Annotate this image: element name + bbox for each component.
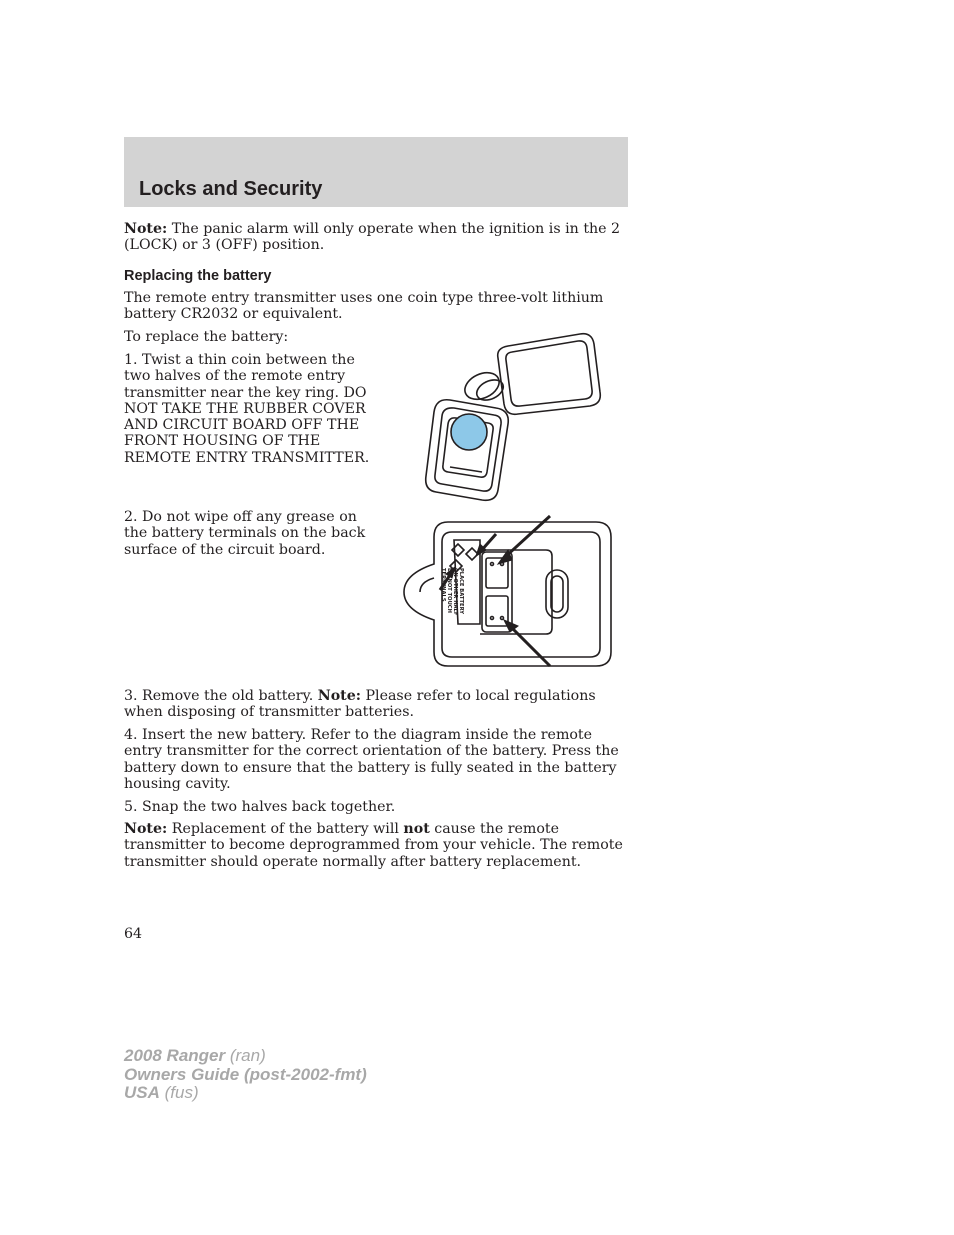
step-3 (124, 688, 624, 721)
fig-label-line-4: TERMINALS (440, 568, 446, 602)
footer-model: 2008 Ranger (124, 1046, 226, 1065)
note-2-text-a: Replacement of the battery will (167, 821, 404, 837)
footer-line-2 (124, 1066, 367, 1085)
note-2-emphasis: not (403, 821, 430, 837)
fig-label-line-2: ON OTHER HALF (452, 568, 458, 616)
note-2-label: Note: (124, 821, 168, 837)
fig-label-line-1: PLACE BATTERY (458, 568, 464, 615)
note-text: The panic alarm will only operate when the ignition is in the 2 (LOCK) or 3 (OFF) position. (124, 221, 621, 254)
footer-line-1 (124, 1047, 367, 1066)
to-replace-label: To replace the battery: (124, 329, 289, 345)
intro-paragraph: The remote entry transmitter uses one coin type three-volt lithium battery CR2032 or equivalent. (124, 290, 604, 323)
note-2-text-b: cause the remote transmitter to become deprogrammed from your vehicle. The remote transmitter should operate normally after battery replacement. (124, 821, 623, 870)
page-number: 64 (124, 926, 143, 942)
step-4: 4. Insert the new battery. Refer to the diagram inside the remote entry transmitter for the correct orientation of the battery. Press the battery down to ensure that the battery is fully seated in the battery housing cavity. (124, 727, 619, 792)
step-5: 5. Snap the two halves back together. (124, 799, 396, 815)
step-3-text: 3. Remove the old battery. (124, 688, 318, 704)
step-3-note-text: Please refer to local regulations when disposing of transmitter batteries. (124, 688, 596, 721)
step-1: 1. Twist a thin coin between the two halves of the remote entry transmitter near the key ring. DO NOT TAKE THE RUBBER COVER AND CIRCUIT BOARD OFF THE FRONT HOUSING OF THE REMOTE ENTRY TRANSMITTER. (124, 352, 370, 466)
note-replacement (124, 821, 624, 870)
step-2: 2. Do not wipe off any grease on the battery terminals on the back surface of the circuit board. (124, 509, 366, 558)
footer-line-3 (124, 1084, 367, 1103)
fig-label-line-3: DO NOT TOUCH (446, 568, 452, 613)
subheading-replacing-battery: Replacing the battery (124, 268, 272, 284)
footer-model-code: (ran) (225, 1046, 266, 1065)
remote-key-fob-icon (420, 330, 620, 502)
note-panic-alarm (124, 221, 624, 254)
footer (124, 1047, 367, 1103)
section-title: Locks and Security (139, 178, 323, 200)
battery-icon (451, 414, 487, 450)
note-label: Note: (124, 221, 168, 237)
step-3-note-label: Note: (317, 688, 361, 704)
footer-market-code: (fus) (159, 1083, 199, 1102)
circuit-board-icon (400, 512, 614, 670)
footer-market: USA (124, 1083, 160, 1102)
footer-guide: Owners Guide (post-2002-fmt) (124, 1064, 367, 1084)
